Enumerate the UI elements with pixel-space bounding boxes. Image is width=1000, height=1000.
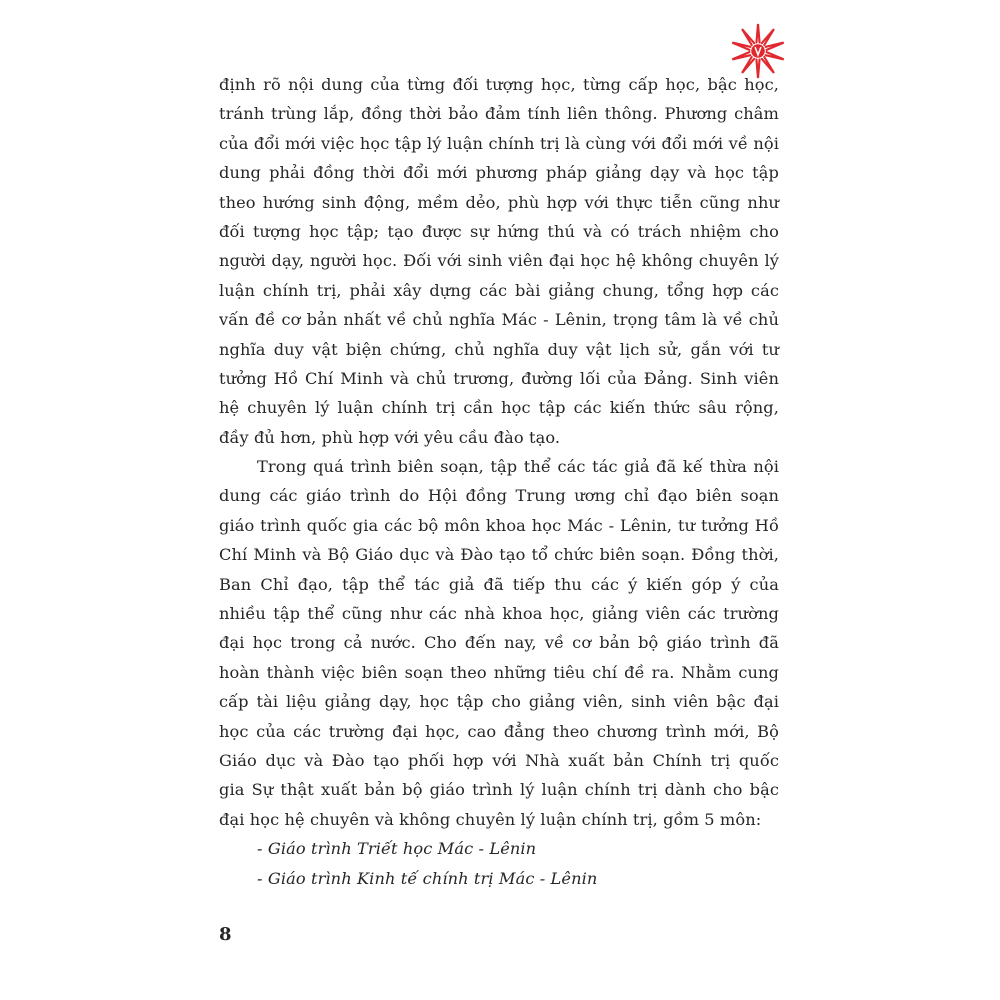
logo-ray: [766, 52, 784, 59]
text-line: của đổi mới việc học tập lý luận chính trị là cùng với đổi mới về nội: [219, 133, 779, 153]
text-line: đầy đủ hơn, phù hợp với yêu cầu đào tạo.: [219, 427, 561, 447]
body-text: [219, 70, 779, 893]
logo-ray: [742, 29, 754, 45]
paragraph-1: [219, 70, 779, 452]
text-line: theo hướng sinh động, mềm dẻo, phù hợp với thực tiễn cũng như: [219, 192, 779, 212]
text-line: hệ chuyên lý luận chính trị cần học tập các kiến thức sâu rộng,: [219, 398, 779, 418]
text-line: gia Sự thật xuất bản bộ giáo trình lý luận chính trị dành cho bậc: [219, 780, 779, 800]
text-line: nghĩa duy vật biện chứng, chủ nghĩa duy vật lịch sử, gắn với tư: [219, 339, 779, 359]
text-line: hoàn thành việc biên soạn theo những tiêu chí đề ra. Nhằm cung: [219, 662, 779, 682]
text-line: người dạy, người học. Đối với sinh viên đại học hệ không chuyên lý: [219, 251, 779, 271]
text-line: dung phải đồng thời đổi mới phương pháp giảng dạy và học tập: [219, 163, 779, 183]
logo-ray: [766, 43, 784, 50]
text-line: đại học trong cả nước. Cho đến nay, về cơ bản bộ giáo trình đã: [219, 633, 779, 653]
text-line: Chí Minh và Bộ Giáo dục và Đào tạo tổ chức biên soạn. Đồng thời,: [219, 545, 779, 565]
page-number: 8: [219, 924, 232, 945]
text-line: Ban Chỉ đạo, tập thể tác giả đã tiếp thu các ý kiến góp ý của: [219, 574, 779, 594]
text-line: Giáo dục và Đào tạo phối hợp với Nhà xuất bản Chính trị quốc: [219, 750, 779, 770]
logo-ray: [732, 43, 750, 50]
logo-ray: [732, 52, 750, 59]
text-line: học của các trường đại học, cao đẳng theo chương trình mới, Bộ: [219, 721, 779, 741]
text-line: nhiều tập thể cũng như các nhà khoa học, giảng viên các trường: [219, 604, 779, 624]
logo-ray: [756, 24, 759, 42]
text-line: luận chính trị, phải xây dựng các bài giảng chung, tổng hợp các: [219, 280, 779, 300]
text-line: đối tượng học tập; tạo được sự hứng thú và có trách nhiệm cho: [219, 221, 779, 241]
text-line: tránh trùng lắp, đồng thời bảo đảm tính liên thông. Phương châm: [219, 104, 779, 124]
text-line: đại học hệ chuyên và không chuyên lý luận chính trị, gồm 5 môn:: [219, 809, 762, 829]
list-item: - Giáo trình Triết học Mác - Lênin: [257, 839, 537, 859]
text-line: Trong quá trình biên soạn, tập thể các tác giả đã kế thừa nội: [257, 457, 779, 477]
text-line: vấn đề cơ bản nhất về chủ nghĩa Mác - Lênin, trọng tâm là về chủ: [219, 310, 779, 330]
logo-ray: [762, 29, 774, 45]
text-line: cấp tài liệu giảng dạy, học tập cho giảng viên, sinh viên bậc đại: [219, 692, 779, 712]
text-line: định rõ nội dung của từng đối tượng học, từng cấp học, bậc học,: [219, 75, 779, 94]
text-line: tưởng Hồ Chí Minh và chủ trương, đường lối của Đảng. Sinh viên: [219, 368, 779, 388]
textbook-list: [219, 834, 779, 893]
paragraph-2: [219, 452, 779, 834]
text-line: dung các giáo trình do Hội đồng Trung ương chỉ đạo biên soạn: [219, 486, 779, 506]
list-item: - Giáo trình Kinh tế chính trị Mác - Lênin: [257, 868, 598, 888]
text-line: giáo trình quốc gia các bộ môn khoa học Mác - Lênin, tư tưởng Hồ: [219, 515, 779, 535]
